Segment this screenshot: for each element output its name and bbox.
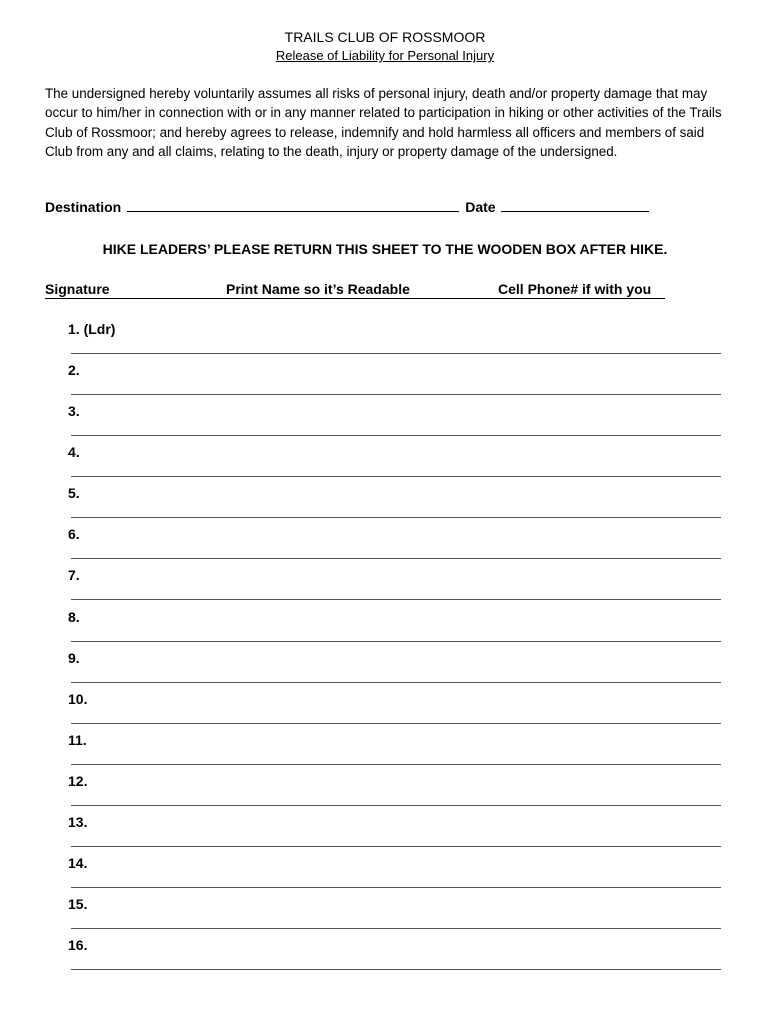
column-header-cell-phone: Cell Phone# if with you (498, 281, 652, 297)
signature-row-line[interactable] (71, 599, 721, 600)
document-title: TRAILS CLUB OF ROSSMOOR (284, 29, 486, 45)
signature-row-line[interactable] (71, 517, 721, 518)
signature-row-line[interactable] (71, 353, 721, 354)
signature-row-label: 10. (68, 690, 88, 707)
signature-row-label: 11. (68, 731, 87, 748)
signature-row-label: 4. (68, 444, 80, 461)
column-header-signature: Signature (45, 281, 110, 297)
signature-row-label: 3. (68, 403, 80, 420)
signature-row-line[interactable] (71, 476, 721, 477)
signature-row-label: 15. (68, 896, 88, 912)
signature-row-line[interactable] (71, 558, 721, 559)
signature-row-line[interactable] (71, 887, 721, 888)
signature-row-label: 5. (68, 485, 80, 502)
signature-row-line[interactable] (71, 682, 721, 683)
signature-row-label: 8. (68, 608, 80, 625)
signature-row-line[interactable] (71, 805, 721, 806)
signature-row-label: 1. (Ldr) (68, 321, 116, 337)
signature-row-line[interactable] (71, 394, 721, 395)
date-label: Date (465, 199, 496, 215)
signature-row-label: 16. (68, 937, 88, 953)
signature-row-label: 7. (68, 567, 80, 584)
signature-row-line[interactable] (71, 641, 721, 642)
signature-row-label: 14. (68, 854, 88, 871)
destination-label: Destination (45, 199, 122, 215)
signature-row-label: 9. (68, 649, 80, 666)
signature-row-label: 12. (68, 772, 88, 789)
return-notice: HIKE LEADERS’ PLEASE RETURN THIS SHEET TO THE WOODEN BOX AFTER HIKE. (102, 241, 668, 257)
signature-row-label: 13. (68, 813, 88, 830)
signature-row-line[interactable] (71, 435, 721, 436)
signature-row-label: 2. (68, 362, 80, 379)
signature-row-line[interactable] (71, 969, 721, 970)
column-header-print-name: Print Name so it’s Readable (226, 281, 410, 297)
signature-row-label: 6. (68, 526, 80, 543)
document-subtitle: Release of Liability for Personal Injury (275, 48, 495, 63)
signature-row-line[interactable] (71, 846, 721, 847)
waiver-paragraph: The undersigned hereby voluntarily assumes all risks of personal injury, death and/or property damage that may occur to him/her in connection with or in any manner related to participation in hiking or other activities of the Trails Club of Rossmoor; and hereby agrees to release, indemnify and hold harmless all officers and members of said Club from any and all claims, relating to the death, injury or property damage of the undersigned. (45, 86, 722, 159)
signature-row-line[interactable] (71, 928, 721, 929)
signature-row-line[interactable] (71, 764, 721, 765)
signature-row-line[interactable] (71, 723, 721, 724)
